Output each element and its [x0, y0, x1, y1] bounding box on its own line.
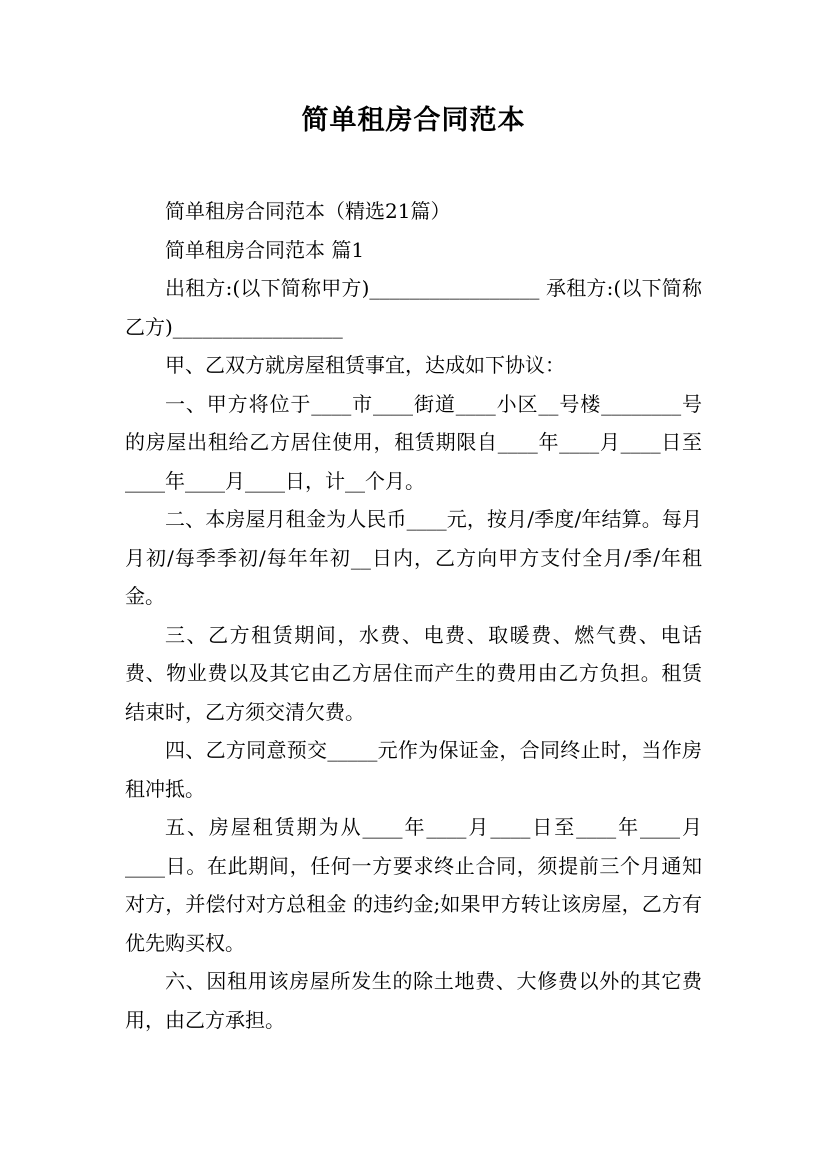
document-body [125, 192, 702, 1039]
paragraph-clause-6: 六、因租用该房屋所发生的除土地费、大修费以外的其它费用，由乙方承担。 [125, 969, 702, 1032]
paragraph-subtitle: 简单租房合同范本（精选21篇） [165, 199, 451, 223]
paragraph-parties: 出租方:(以下简称甲方)_________________ 承租方:(以下简称乙方)_________________ [125, 276, 702, 339]
paragraph-clause-3: 三、乙方租赁期间，水费、电费、取暖费、燃气费、电话费、物业费以及其它由乙方居住而产生的费用由乙方负担。租赁结束时，乙方须交清欠费。 [125, 622, 702, 724]
paragraph-clause-2: 二、本房屋月租金为人民币____元，按月/季度/年结算。每月月初/每季季初/每年年初__日内，乙方向甲方支付全月/季/年租金。 [125, 507, 702, 608]
paragraph-clause-5: 五、房屋租赁期为从____年____月____日至____年____月____日。在此期间，任何一方要求终止合同，须提前三个月通知对方，并偿付对方总租金 的违约金;如果甲方转让该房屋，乙方有优先购买权。 [125, 815, 702, 955]
paragraph-clause-1: 一、甲方将位于____市____街道____小区__号楼________号的房屋出租给乙方居住使用，租赁期限自____年____月____日至____年____月____日，计__个月。 [125, 391, 702, 493]
paragraph-clause-4: 四、乙方同意预交_____元作为保证金，合同终止时，当作房租冲抵。 [125, 738, 702, 801]
paragraph-section-heading: 简单租房合同范本 篇1 [165, 237, 365, 262]
paragraph-agreement-intro: 甲、乙双方就房屋租赁事宜，达成如下协议： [165, 353, 565, 377]
document-title: 简单租房合同范本 [301, 105, 526, 136]
